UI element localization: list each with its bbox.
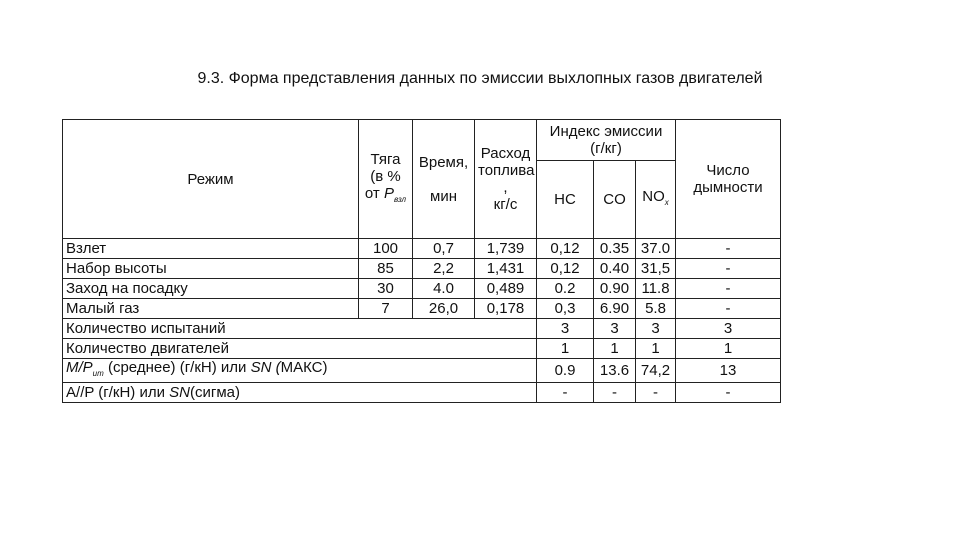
header-fuel-line4: кг/с bbox=[493, 196, 518, 213]
smoke-cell: - bbox=[676, 383, 781, 403]
header-mode: Режим bbox=[63, 120, 359, 239]
table-row bbox=[63, 259, 781, 279]
co-cell: 3 bbox=[594, 319, 636, 339]
co-cell: 1 bbox=[594, 339, 636, 359]
nox-cell: - bbox=[636, 383, 676, 403]
table-row bbox=[63, 279, 781, 299]
smoke-cell: 3 bbox=[676, 319, 781, 339]
sigma-text1: A/ bbox=[66, 384, 81, 401]
header-fuel-line3: , bbox=[503, 179, 508, 196]
fuel-cell: 1,431 bbox=[475, 259, 537, 279]
nox-cell: 11.8 bbox=[636, 279, 676, 299]
header-co: CO bbox=[594, 161, 636, 239]
header-smoke-line2: дымности bbox=[693, 179, 763, 196]
thrust-cell: 85 bbox=[359, 259, 413, 279]
header-nox bbox=[636, 161, 676, 239]
sigma-text2: (г/кН) или bbox=[94, 384, 170, 401]
smoke-cell: - bbox=[676, 239, 781, 259]
header-smoke bbox=[676, 120, 781, 239]
smoke-cell: 1 bbox=[676, 339, 781, 359]
header-nox-label: NO bbox=[642, 188, 665, 205]
thrust-cell: 7 bbox=[359, 299, 413, 319]
sigma-text3: (сигма) bbox=[189, 384, 240, 401]
smoke-cell: - bbox=[676, 279, 781, 299]
header-thrust-sub: взл bbox=[394, 194, 407, 204]
header-smoke-line1: Число bbox=[706, 162, 750, 179]
mode-cell: Набор высоты bbox=[63, 259, 359, 279]
co-cell: - bbox=[594, 383, 636, 403]
header-thrust bbox=[359, 120, 413, 239]
hc-cell: 0.9 bbox=[537, 359, 594, 383]
smoke-cell: 13 bbox=[676, 359, 781, 383]
co-cell: 13.6 bbox=[594, 359, 636, 383]
time-cell: 2,2 bbox=[413, 259, 475, 279]
co-cell: 0.35 bbox=[594, 239, 636, 259]
header-time bbox=[413, 120, 475, 239]
avg-text2: ( bbox=[271, 359, 281, 376]
summary-label bbox=[63, 359, 537, 383]
header-thrust-line3: от bbox=[364, 184, 384, 202]
hc-cell: 3 bbox=[537, 319, 594, 339]
table-row bbox=[63, 299, 781, 319]
summary-row-average bbox=[63, 359, 781, 383]
summary-label: Количество испытаний bbox=[63, 319, 537, 339]
avg-text1: (среднее) (г/кН) или bbox=[103, 359, 251, 376]
hc-cell: 0,12 bbox=[537, 239, 594, 259]
avg-text3: МАКС) bbox=[280, 359, 328, 376]
header-time-line1: Время, bbox=[418, 153, 469, 171]
nox-cell: 5.8 bbox=[636, 299, 676, 319]
header-fuel-line1: Расход bbox=[480, 145, 531, 162]
summary-row-tests bbox=[63, 319, 781, 339]
avg-symbol-sub: ит bbox=[92, 369, 104, 378]
mode-cell: Взлет bbox=[63, 239, 359, 259]
fuel-cell: 0,178 bbox=[475, 299, 537, 319]
page-title: 9.3. Форма представления данных по эмиссии выхлопных газов двигателей bbox=[197, 70, 763, 87]
time-cell: 4.0 bbox=[413, 279, 475, 299]
header-emission-index bbox=[537, 120, 676, 161]
hc-cell: 0.2 bbox=[537, 279, 594, 299]
header-fuel-line2: топлива bbox=[478, 162, 535, 179]
co-cell: 6.90 bbox=[594, 299, 636, 319]
time-cell: 26,0 bbox=[413, 299, 475, 319]
hc-cell: 0,3 bbox=[537, 299, 594, 319]
mode-cell: Малый газ bbox=[63, 299, 359, 319]
time-cell: 0,7 bbox=[413, 239, 475, 259]
sigma-sn: SN bbox=[169, 384, 190, 401]
nox-cell: 74,2 bbox=[636, 359, 676, 383]
emissions-table bbox=[62, 119, 781, 403]
summary-label: Количество двигателей bbox=[63, 339, 537, 359]
header-fuel bbox=[475, 120, 537, 239]
nox-cell: 37.0 bbox=[636, 239, 676, 259]
fuel-cell: 1,739 bbox=[475, 239, 537, 259]
header-index-line2: (г/кг) bbox=[590, 140, 622, 157]
summary-row-engines bbox=[63, 339, 781, 359]
header-thrust-line2: (в % bbox=[370, 167, 401, 185]
thrust-cell: 30 bbox=[359, 279, 413, 299]
summary-label bbox=[63, 383, 537, 403]
header-time-line2: мин bbox=[430, 187, 457, 205]
nox-cell: 31,5 bbox=[636, 259, 676, 279]
thrust-cell: 100 bbox=[359, 239, 413, 259]
hc-cell: 0,12 bbox=[537, 259, 594, 279]
mode-cell: Заход на посадку bbox=[63, 279, 359, 299]
hc-cell: 1 bbox=[537, 339, 594, 359]
hc-cell: - bbox=[537, 383, 594, 403]
nox-cell: 3 bbox=[636, 319, 676, 339]
avg-symbol: M/P bbox=[66, 359, 93, 376]
smoke-cell: - bbox=[676, 299, 781, 319]
summary-row-sigma bbox=[63, 383, 781, 403]
avg-sn: SN bbox=[250, 359, 272, 376]
table-row bbox=[63, 239, 781, 259]
header-thrust-symbol: P bbox=[383, 184, 394, 202]
fuel-cell: 0,489 bbox=[475, 279, 537, 299]
co-cell: 0.40 bbox=[594, 259, 636, 279]
header-hc: HC bbox=[537, 161, 594, 239]
header-nox-sub: x bbox=[664, 198, 669, 207]
smoke-cell: - bbox=[676, 259, 781, 279]
header-thrust-line1: Тяга bbox=[370, 150, 401, 168]
nox-cell: 1 bbox=[636, 339, 676, 359]
co-cell: 0.90 bbox=[594, 279, 636, 299]
sigma-symbol: /P bbox=[80, 384, 95, 401]
header-index-line1: Индекс эмиссии bbox=[549, 123, 663, 140]
